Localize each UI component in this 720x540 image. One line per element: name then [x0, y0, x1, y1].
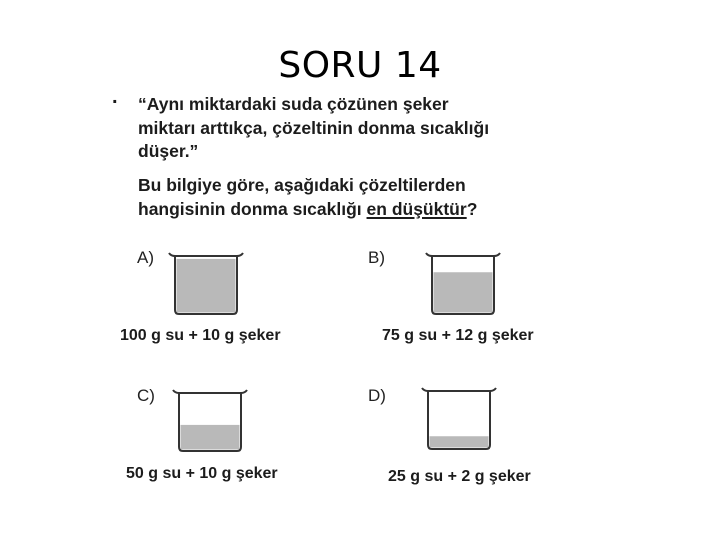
option-c-beaker[interactable]: [171, 387, 249, 455]
liquid-level: [181, 425, 240, 450]
option-d-caption[interactable]: 25 g su + 2 g şeker: [388, 468, 531, 485]
beaker-rim: [173, 390, 247, 393]
quoted-statement: [138, 93, 588, 164]
option-c-letter[interactable]: C): [137, 386, 155, 405]
beaker-rim: [426, 253, 500, 256]
liquid-level: [430, 436, 489, 447]
prompt-line-2: [138, 198, 588, 222]
liquid-level: [177, 259, 236, 313]
bullet-marker: .: [112, 86, 118, 108]
option-b-beaker[interactable]: [424, 250, 502, 318]
option-a-beaker[interactable]: [167, 250, 245, 318]
option-c-caption[interactable]: 50 g su + 10 g şeker: [126, 465, 278, 482]
prompt-question-mark: ?: [466, 198, 478, 219]
quote-line-1: “Aynı miktardaki suda çözünen şeker: [138, 94, 449, 114]
beaker-rim: [169, 253, 243, 256]
option-b-caption[interactable]: 75 g su + 12 g şeker: [382, 327, 534, 344]
prompt-line-1: Bu bilgiye göre, aşağıdaki çözeltilerden: [138, 175, 466, 195]
quote-line-2: miktarı arttıkça, çözeltinin donma sıcaklığı: [138, 117, 490, 138]
option-d-beaker[interactable]: [420, 385, 498, 453]
option-b-letter[interactable]: B): [368, 248, 385, 267]
option-a-caption[interactable]: 100 g su + 10 g şeker: [120, 327, 281, 344]
beaker-rim: [422, 388, 496, 391]
prompt-emphasis: en düşüktür: [366, 198, 467, 219]
quote-line-3: düşer.”: [138, 141, 199, 161]
option-a-letter[interactable]: A): [137, 248, 154, 267]
slide-title: SORU 14: [278, 45, 442, 86]
liquid-level: [434, 272, 493, 312]
question-prompt: [138, 174, 588, 221]
prompt-line-2-text: hangisinin donma sıcaklığı: [138, 198, 367, 219]
option-d-letter[interactable]: D): [368, 386, 386, 405]
